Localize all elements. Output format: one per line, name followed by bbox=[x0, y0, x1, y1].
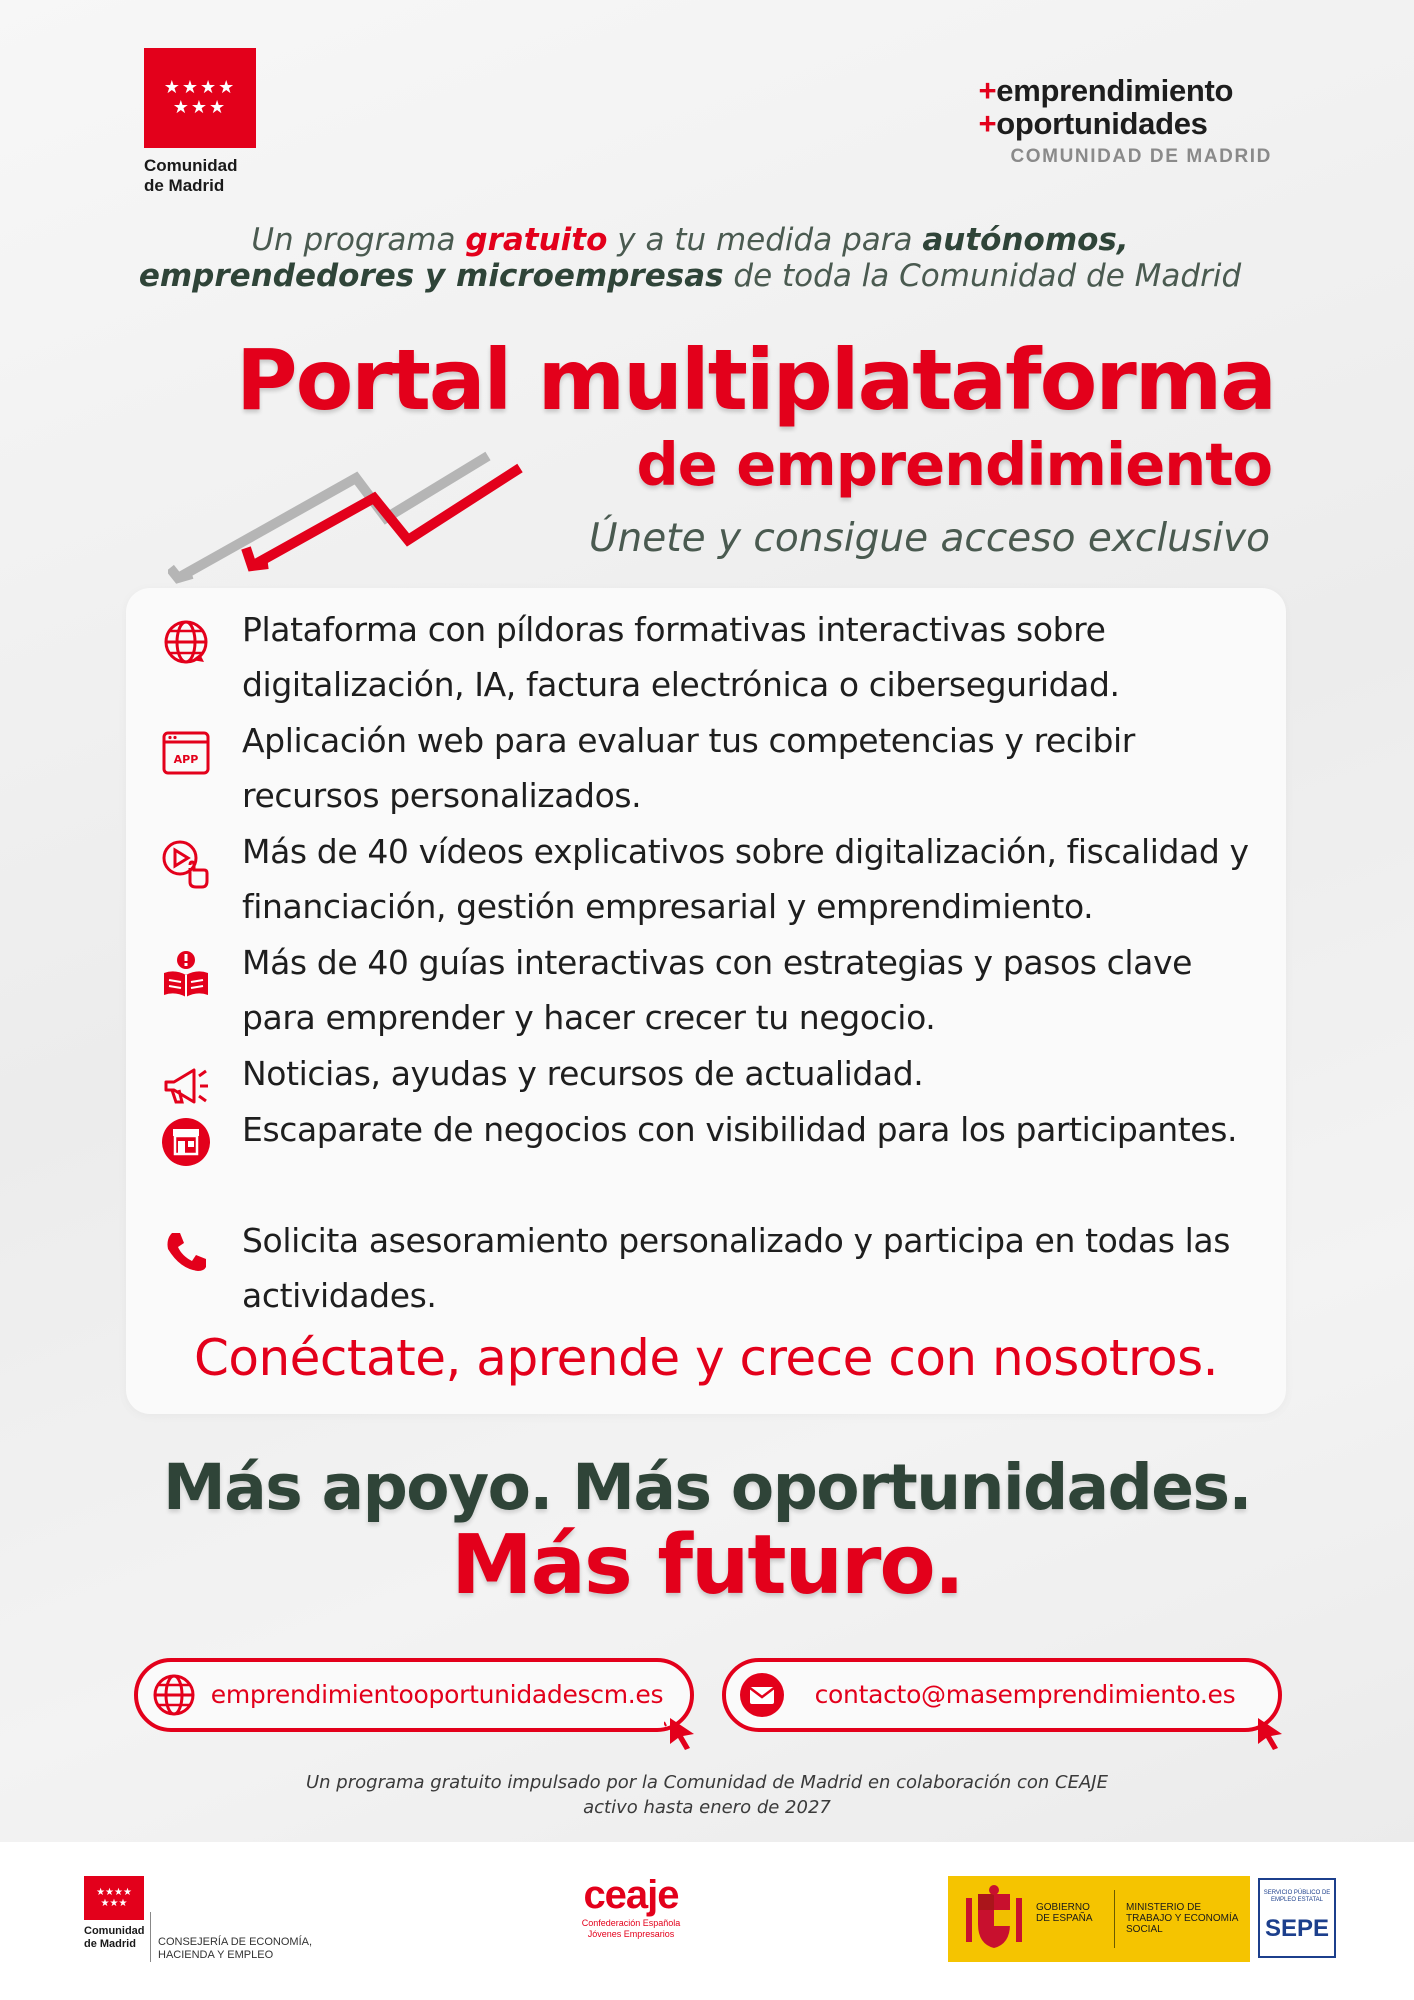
book-guide-icon bbox=[160, 949, 212, 1001]
feature-text: Noticias, ayudas y recursos de actualidad. bbox=[242, 1054, 924, 1093]
brand-word-1: emprendimiento bbox=[996, 73, 1234, 108]
intro-highlight-free: gratuito bbox=[465, 222, 608, 258]
footnote-line-2: activo hasta enero de 2027 bbox=[583, 1797, 831, 1818]
features-card bbox=[126, 588, 1286, 1414]
madrid-flag-icon: ★★★★ ★★★ bbox=[144, 48, 256, 148]
cm-logo-text: Comunidad de Madrid bbox=[144, 156, 238, 195]
intro-highlight: emprendedores y microempresas bbox=[138, 258, 724, 294]
mail-icon bbox=[738, 1671, 786, 1719]
intro-part: Un programa bbox=[251, 222, 466, 258]
svg-text:APP: APP bbox=[173, 753, 199, 766]
intro-highlight: autónomos, bbox=[922, 222, 1129, 258]
ceaje-wordmark: ceaje bbox=[583, 1873, 679, 1917]
zigzag-arrows-icon bbox=[168, 448, 528, 588]
cursor-arrow-icon bbox=[664, 1714, 704, 1754]
ceaje-logo bbox=[566, 1872, 696, 1972]
sepe-logo bbox=[1258, 1878, 1336, 1958]
intro-part: y a tu medida para bbox=[607, 222, 923, 258]
spain-coat-of-arms-icon bbox=[962, 1884, 1026, 1954]
footer-cm-name: Comunidad de Madrid bbox=[84, 1925, 145, 1950]
globe-icon bbox=[160, 616, 212, 668]
feature-text: Más de 40 guías interactivas con estrategias y pasos clave para emprender y hacer crecer tu negocio. bbox=[242, 943, 1192, 1037]
ceaje-subtitle: Confederación Española Jóvenes Empresarios bbox=[581, 1918, 681, 1939]
gobierno-text: GOBIERNO DE ESPAÑA bbox=[1036, 1902, 1093, 1924]
video-click-icon bbox=[160, 838, 212, 890]
footer-cm-department: CONSEJERÍA DE ECONOMÍA, HACIENDA Y EMPLEO bbox=[158, 1936, 313, 1961]
brand-subtitle: COMUNIDAD DE MADRID bbox=[1010, 146, 1272, 167]
comunidad-de-madrid-logo bbox=[144, 48, 260, 196]
feature-text: Plataforma con píldoras formativas interactivas sobre digitalización, IA, factura electrónica o ciberseguridad. bbox=[242, 610, 1120, 704]
brand-line-2 bbox=[978, 107, 1272, 140]
ministerio-text: MINISTERIO DE TRABAJO Y ECONOMÍA SOCIAL bbox=[1126, 1902, 1238, 1935]
comunidad-de-madrid-footer-logo bbox=[84, 1876, 344, 1966]
tagline: Únete y consigue acceso exclusivo bbox=[589, 516, 1270, 561]
website-link[interactable] bbox=[134, 1658, 694, 1732]
megaphone-icon bbox=[160, 1060, 212, 1112]
email-address[interactable]: contacto@masemprendimiento.es bbox=[814, 1680, 1236, 1709]
brand-line-1 bbox=[978, 74, 1272, 107]
plus-icon: + bbox=[978, 106, 997, 141]
brand-word-2: oportunidades bbox=[996, 106, 1208, 141]
program-brand-logo bbox=[978, 74, 1272, 168]
globe-icon bbox=[150, 1671, 198, 1719]
website-url[interactable]: emprendimientooportunidadescm.es bbox=[210, 1680, 664, 1709]
main-subtitle: de emprendimiento bbox=[636, 430, 1272, 499]
email-link[interactable] bbox=[722, 1658, 1282, 1732]
feature-text: Aplicación web para evaluar tus competencias y recibir recursos personalizados. bbox=[242, 721, 1135, 815]
storefront-icon bbox=[160, 1116, 212, 1168]
closing-message: Conéctate, aprende y crece con nosotros. bbox=[193, 1329, 1219, 1387]
phone-icon bbox=[160, 1227, 212, 1279]
divider bbox=[1114, 1890, 1115, 1948]
madrid-flag-icon: ★★★★ ★★★ bbox=[84, 1876, 144, 1920]
sponsor-footer bbox=[0, 1842, 1414, 2000]
intro-text bbox=[120, 222, 1260, 294]
slogan-line-2: Más futuro. bbox=[451, 1518, 963, 1613]
cursor-arrow-icon bbox=[1252, 1714, 1292, 1754]
feature-text: Solicita asesoramiento personalizado y participa en todas las actividades. bbox=[242, 1221, 1231, 1315]
slogan-line-1: Más apoyo. Más oportunidades. bbox=[163, 1451, 1251, 1524]
main-title: Portal multiplataforma bbox=[236, 331, 1275, 429]
feature-text: Escaparate de negocios con visibilidad para los participantes. bbox=[242, 1110, 1238, 1149]
gobierno-espana-logo bbox=[948, 1876, 1250, 1962]
intro-part: de toda la Comunidad de Madrid bbox=[723, 258, 1242, 294]
footnote-line-1: Un programa gratuito impulsado por la Comunidad de Madrid en colaboración con CEAJE bbox=[306, 1772, 1108, 1793]
footnote bbox=[180, 1770, 1234, 1820]
app-window-icon bbox=[160, 727, 212, 779]
sepe-subtitle: SERVICIO PÚBLICO DE EMPLEO ESTATAL bbox=[1263, 1890, 1331, 1903]
feature-text: Más de 40 vídeos explicativos sobre digitalización, fiscalidad y financiación, gestión empresarial y emprendimiento. bbox=[242, 832, 1249, 926]
sepe-wordmark: SEPE bbox=[1264, 1915, 1330, 1942]
divider bbox=[150, 1912, 151, 1962]
plus-icon: + bbox=[978, 73, 997, 108]
